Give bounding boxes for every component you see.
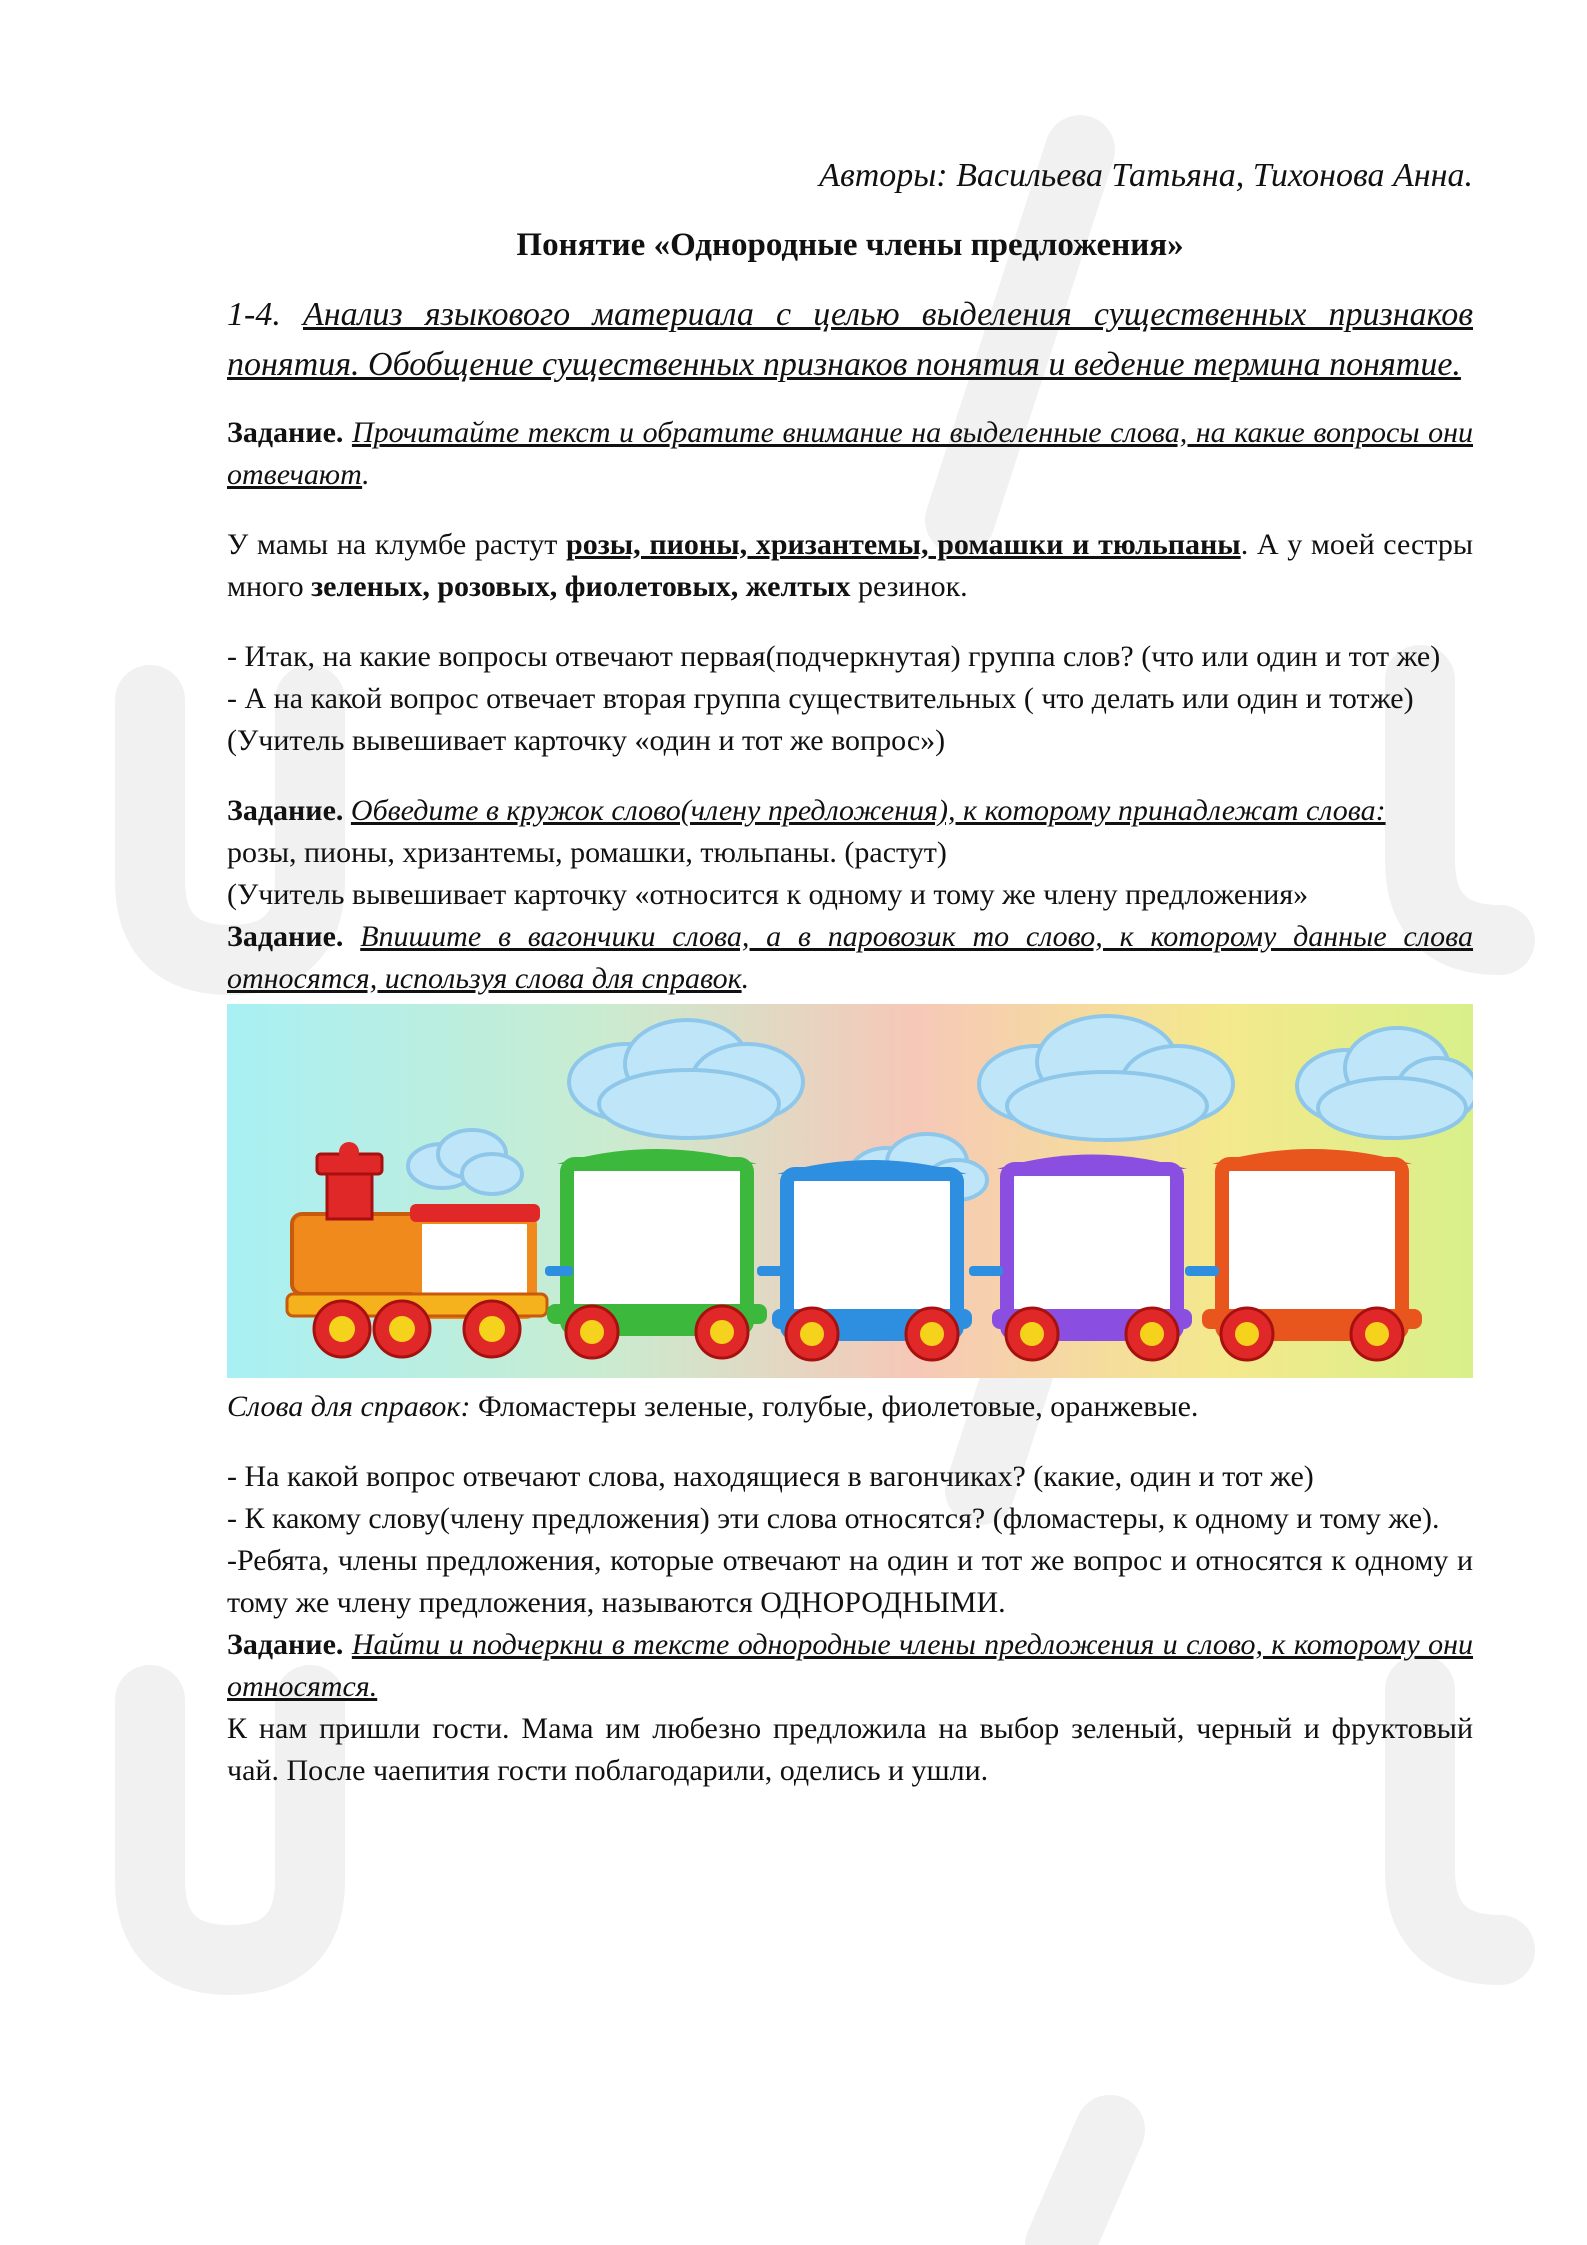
task-2-text: Обведите в кружок слово(члену предложения), к которому принадлежат слова: — [350, 794, 1386, 827]
dialog-1-line: - Итак, на какие вопросы отвечают первая(подчеркнутая) группа слов? (что или один и тот же) — [227, 640, 1441, 673]
reference-label: Слова для справок: — [227, 1390, 471, 1423]
dialog-2-line: -Ребята, члены предложения, которые отвечают на один и тот же вопрос и относятся к одному и тому же члену предложения, называются ОДНОРОДНЫМИ. — [227, 1544, 1473, 1619]
task-4-text: Найти и подчеркни в тексте однородные члены предложения и слово, к которому они относятся. — [227, 1628, 1474, 1703]
task-3-text: Впишите в вагончики слова, а в паровозик то слово, к которому данные слова относятся, используя слова для справок — [227, 920, 1474, 995]
train-picture — [227, 1004, 1473, 1378]
section-text: Анализ языкового материала с целью выделения существенных признаков понятия. Обобщение существенных признаков понятия и ведение термина понятие. — [227, 296, 1473, 383]
section-heading — [227, 290, 1473, 390]
dialog-1 — [227, 636, 1473, 762]
task-1-end: . — [362, 458, 370, 491]
wagon-orange — [1202, 1149, 1422, 1360]
task-1-label: Задание. — [227, 416, 344, 449]
text-1-b: розы, пионы, хризантемы, ромашки и тюльпаны — [566, 528, 1241, 561]
dialog-1-line: - А на какой вопрос отвечает вторая группа существительных ( что делать или один и тотже) — [227, 682, 1414, 715]
task-2-label: Задание. — [227, 794, 344, 827]
text-1-a: У мамы на клумбе растут — [227, 528, 567, 561]
task-4 — [227, 1624, 1473, 1708]
authors-line: Авторы: Васильева Татьяна, Тихонова Анна. — [819, 157, 1473, 194]
reference-list: Фломастеры зеленые, голубые, фиолетовые, оранжевые. — [470, 1390, 1199, 1423]
text-2: К нам пришли гости. Мама им любезно предложила на выбор зеленый, черный и фруктовый чай. После чаепития гости поблагодарили, оделись и ушли. — [227, 1712, 1473, 1787]
section-number: 1-4. — [227, 296, 281, 333]
wagon-green — [547, 1149, 767, 1358]
task-2-words: розы, пионы, хризантемы, ромашки, тюльпаны. (растут) — [227, 836, 947, 869]
task-3-label: Задание. — [227, 920, 344, 953]
task-4-label: Задание. — [227, 1628, 344, 1661]
reference-words — [227, 1386, 1473, 1428]
dialog-2 — [227, 1456, 1473, 1624]
dialog-2-line: - К какому слову(члену предложения) эти слова относятся? (фломастеры, к одному и тому же). — [227, 1502, 1440, 1535]
task-2 — [227, 790, 1473, 832]
text-1-d: зеленых, розовых, фиолетовых, желтых — [311, 570, 851, 603]
document-page — [227, 140, 1473, 1792]
page-title: Понятие «Однородные члены предложения» — [516, 227, 1184, 263]
text-1-e: резинок. — [850, 570, 968, 603]
wagon-purple — [992, 1155, 1192, 1361]
train-illustration — [227, 1004, 1473, 1378]
task-3 — [227, 916, 1473, 1000]
dialog-1-line: (Учитель вывешивает карточку «один и тот же вопрос») — [227, 724, 946, 757]
wagon-blue — [772, 1160, 972, 1360]
text-1 — [227, 524, 1473, 608]
task-1-text: Прочитайте текст и обратите внимание на выделенные слова, на какие вопросы они отвечают — [227, 416, 1474, 491]
task-1 — [227, 412, 1473, 496]
dialog-2-line: - На какой вопрос отвечают слова, находящиеся в вагончиках? (какие, один и тот же) — [227, 1460, 1314, 1493]
task-3-end: . — [741, 962, 750, 995]
task-2-note: (Учитель вывешивает карточку «относится к одному и тому же члену предложения» — [227, 878, 1309, 911]
text-1-c: . А у моей сестры много — [227, 528, 1473, 603]
